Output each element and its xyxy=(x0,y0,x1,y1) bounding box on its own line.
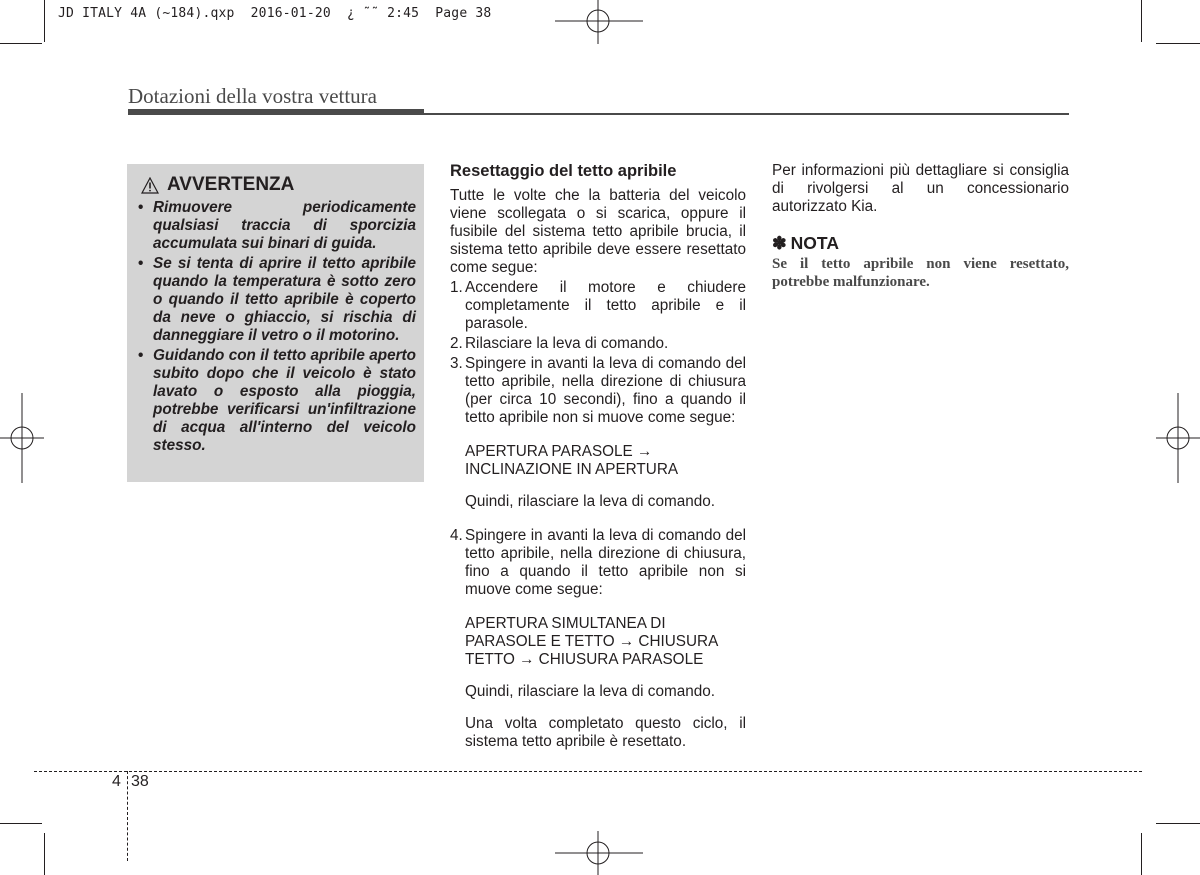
crop-mark xyxy=(1156,823,1200,824)
crop-mark xyxy=(1141,833,1142,875)
sequence-line: TETTO → CHIUSURA PARASOLE xyxy=(465,651,704,668)
step-number: 3. xyxy=(450,355,463,372)
reset-steps xyxy=(450,279,746,427)
registration-mark-icon xyxy=(1156,393,1200,483)
step-text: Accendere il motore e chiudere completamente il tetto apribile e il parasole. xyxy=(465,279,746,332)
sequence-line: APERTURA SIMULTANEA DI xyxy=(465,615,666,632)
step-item xyxy=(450,335,746,353)
step-text: Spingere in avanti la leva di comando del tetto apribile, nella direzione di chiusura (per circa 10 secondi), fino a quando il tetto apribile non si muove come segue: xyxy=(465,355,746,426)
note-title: NOTA xyxy=(790,233,839,253)
step-item xyxy=(450,355,746,427)
header-rule xyxy=(128,109,424,115)
header-rule xyxy=(424,113,1069,115)
warning-triangle-icon xyxy=(141,177,159,194)
note-heading xyxy=(772,234,1069,252)
info-text: Per informazioni più dettagliare si consiglia di rivolgersi al un concessionario autorizzato Kia. xyxy=(772,162,1069,215)
step-text: Rilasciare la leva di comando. xyxy=(465,335,669,352)
release-instruction: Quindi, rilasciare la leva di comando. xyxy=(465,493,715,510)
step-text: Spingere in avanti la leva di comando del tetto apribile, nella direzione di chiusura, fino a quando il tetto apribile non si muove come segue: xyxy=(465,527,746,598)
step-number: 4. xyxy=(450,527,463,544)
registration-mark-icon xyxy=(555,831,643,875)
warning-item: • Se si tenta di aprire il tetto apribile quando la temperatura è sotto zero o quando il tetto apribile è coperto da neve o ghiaccio, si rischia di danneggiare il vetro o il motorino. xyxy=(137,255,416,345)
footer-divider xyxy=(127,771,128,861)
warning-box xyxy=(127,164,424,482)
sequence-line: APERTURA PARASOLE → xyxy=(465,443,653,460)
step-item xyxy=(450,527,746,599)
warning-list xyxy=(137,199,416,457)
crop-mark xyxy=(0,43,42,44)
reset-intro: Tutte le volte che la batteria del veicolo viene scollegata o si scarica, oppure il fusibile del sistema tetto apribile brucia, il sistema tetto apribile deve essere resettato come segue: xyxy=(450,187,746,276)
info-section xyxy=(772,162,1069,291)
warning-item: • Guidando con il tetto apribile aperto subito dopo che il veicolo è stato lavato o esposto alla pioggia, potrebbe verificarsi un'infiltrazione di acqua all'interno del veicolo stesso. xyxy=(137,347,416,455)
crop-mark xyxy=(1141,0,1142,42)
reset-section xyxy=(450,162,746,751)
asterisk-icon: ✽ xyxy=(772,233,787,253)
step-number: 1. xyxy=(450,279,463,296)
crop-mark xyxy=(0,823,42,824)
warning-item: • Rimuovere periodicamente qualsiasi traccia di sporcizia accumulata sui binari di guida. xyxy=(137,199,416,253)
reset-complete-text: Una volta completato questo ciclo, il sistema tetto apribile è resettato. xyxy=(465,715,746,750)
registration-mark-icon xyxy=(555,0,643,44)
page-number: 38 xyxy=(131,773,149,790)
note-text: Se il tetto apribile non viene resettato, potrebbe malfunzionare. xyxy=(772,256,1069,290)
registration-mark-icon xyxy=(0,393,44,483)
footer-rule xyxy=(34,771,1142,772)
crop-mark xyxy=(44,833,45,875)
step-number: 2. xyxy=(450,335,463,352)
warning-title: AVVERTENZA xyxy=(167,174,295,195)
crop-mark xyxy=(44,0,45,42)
release-instruction: Quindi, rilasciare la leva di comando. xyxy=(465,683,715,700)
reset-heading: Resettaggio del tetto apribile xyxy=(450,162,677,180)
chapter-number: 4 xyxy=(112,773,121,790)
step-item xyxy=(450,279,746,333)
print-slug: JD ITALY 4A (~184).qxp 2016-01-20 ¿ ˜˜ 2:45 Page 38 xyxy=(58,6,492,21)
reset-steps xyxy=(450,527,746,599)
warning-heading xyxy=(141,174,294,196)
sequence-line: PARASOLE E TETTO → CHIUSURA xyxy=(465,633,719,650)
crop-mark xyxy=(1156,43,1200,44)
sequence-line: INCLINAZIONE IN APERTURA xyxy=(465,461,679,478)
section-header-title: Dotazioni della vostra vettura xyxy=(128,84,377,108)
